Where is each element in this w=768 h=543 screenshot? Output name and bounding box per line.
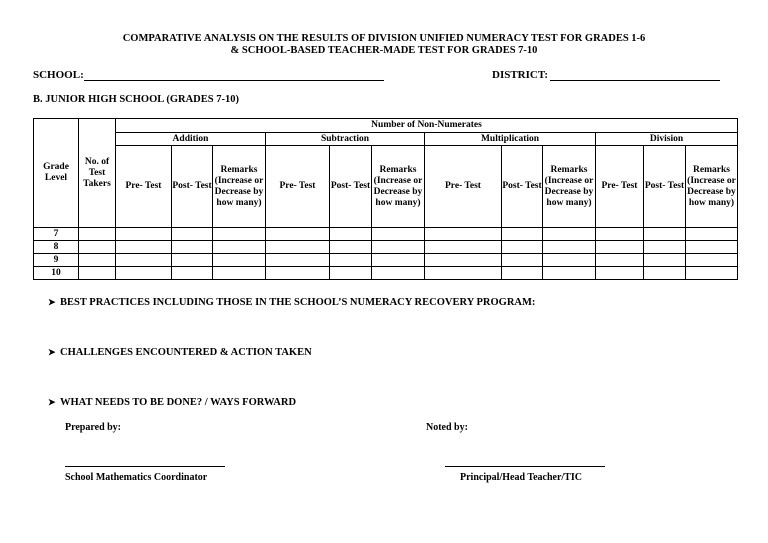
table-cell[interactable]	[644, 267, 686, 280]
page-title-line-2: & SCHOOL-BASED TEACHER-MADE TEST FOR GRADES 7-10	[230, 45, 538, 56]
arrowhead-bullet-icon: ➤	[48, 397, 56, 407]
multiplication-remarks-header: Remarks (Increase or Decrease by how many)	[543, 146, 596, 228]
addition-pre-test-header: Pre- Test	[116, 146, 172, 228]
table-cell[interactable]	[596, 254, 644, 267]
table-cell[interactable]	[686, 267, 738, 280]
table-cell[interactable]	[79, 267, 116, 280]
table-cell[interactable]	[266, 228, 330, 241]
table-row	[34, 241, 738, 254]
table-cell[interactable]	[79, 254, 116, 267]
noted-role: Principal/Head Teacher/TIC	[460, 472, 582, 483]
ways-forward-item	[48, 396, 296, 409]
table-cell[interactable]	[644, 254, 686, 267]
table-cell[interactable]	[330, 254, 372, 267]
grade-cell: 8	[34, 241, 79, 254]
table-cell[interactable]	[596, 267, 644, 280]
non-numerates-table	[33, 118, 738, 280]
division-pre-test-header: Pre- Test	[596, 146, 644, 228]
district-label: DISTRICT:	[492, 69, 549, 81]
multiplication-post-test-header: Post- Test	[502, 146, 543, 228]
table-row	[34, 228, 738, 241]
division-remarks-header: Remarks (Increase or Decrease by how many)	[686, 146, 738, 228]
prepared-role: School Mathematics Coordinator	[65, 472, 208, 483]
prepared-by-label: Prepared by:	[65, 422, 122, 433]
table-row	[34, 254, 738, 267]
table-cell[interactable]	[213, 241, 266, 254]
table-cell[interactable]	[266, 241, 330, 254]
table-cell[interactable]	[213, 228, 266, 241]
grade-cell: 7	[34, 228, 79, 241]
noted-signature-line[interactable]	[445, 466, 605, 467]
table-cell[interactable]	[172, 267, 213, 280]
table-cell[interactable]	[686, 228, 738, 241]
table-cell[interactable]	[330, 267, 372, 280]
multiplication-header: Multiplication	[425, 133, 596, 146]
challenges-item	[48, 346, 312, 359]
table-cell[interactable]	[266, 267, 330, 280]
table-cell[interactable]	[425, 228, 502, 241]
table-cell[interactable]	[502, 241, 543, 254]
table-cell[interactable]	[686, 241, 738, 254]
table-cell[interactable]	[372, 254, 425, 267]
table-cell[interactable]	[425, 267, 502, 280]
table-cell[interactable]	[543, 254, 596, 267]
challenges-label: CHALLENGES ENCOUNTERED & ACTION TAKEN	[60, 347, 312, 358]
subtraction-remarks-header: Remarks (Increase or Decrease by how many)	[372, 146, 425, 228]
table-cell[interactable]	[543, 228, 596, 241]
grade-cell: 10	[34, 267, 79, 280]
table-cell[interactable]	[644, 228, 686, 241]
table-cell[interactable]	[116, 228, 172, 241]
table-cell[interactable]	[372, 228, 425, 241]
table-cell[interactable]	[502, 228, 543, 241]
table-cell[interactable]	[372, 241, 425, 254]
table-cell[interactable]	[596, 241, 644, 254]
grade-cell: 9	[34, 254, 79, 267]
addition-remarks-header: Remarks (Increase or Decrease by how many)	[213, 146, 266, 228]
table-cell[interactable]	[502, 267, 543, 280]
arrowhead-bullet-icon: ➤	[48, 297, 56, 307]
table-cell[interactable]	[330, 228, 372, 241]
table-cell[interactable]	[502, 254, 543, 267]
addition-header: Addition	[116, 133, 266, 146]
table-cell[interactable]	[172, 228, 213, 241]
table-cell[interactable]	[116, 254, 172, 267]
subtraction-header: Subtraction	[266, 133, 425, 146]
arrowhead-bullet-icon: ➤	[48, 347, 56, 357]
addition-post-test-header: Post- Test	[172, 146, 213, 228]
table-cell[interactable]	[543, 267, 596, 280]
table-cell[interactable]	[116, 267, 172, 280]
table-cell[interactable]	[172, 241, 213, 254]
test-takers-header: No. of Test Takers	[79, 119, 116, 228]
division-header: Division	[596, 133, 738, 146]
table-cell[interactable]	[330, 241, 372, 254]
subtraction-pre-test-header: Pre- Test	[266, 146, 330, 228]
table-cell[interactable]	[372, 267, 425, 280]
division-post-test-header: Post- Test	[644, 146, 686, 228]
grade-level-header: Grade Level	[34, 119, 79, 228]
school-label: SCHOOL:	[33, 69, 84, 81]
table-cell[interactable]	[79, 241, 116, 254]
school-field-line[interactable]	[84, 80, 384, 81]
best-practices-label: BEST PRACTICES INCLUDING THOSE IN THE SCHOOL’S NUMERACY RECOVERY PROGRAM:	[60, 297, 536, 308]
noted-by-label: Noted by:	[426, 422, 468, 433]
table-cell[interactable]	[686, 254, 738, 267]
table-cell[interactable]	[116, 241, 172, 254]
table-cell[interactable]	[172, 254, 213, 267]
prepared-signature-line[interactable]	[65, 466, 225, 467]
table-cell[interactable]	[596, 228, 644, 241]
table-cell[interactable]	[425, 254, 502, 267]
ways-forward-label: WHAT NEEDS TO BE DONE? / WAYS FORWARD	[60, 397, 297, 408]
table-cell[interactable]	[425, 241, 502, 254]
table-cell[interactable]	[644, 241, 686, 254]
subtraction-post-test-header: Post- Test	[330, 146, 372, 228]
table-row	[34, 267, 738, 280]
table-cell[interactable]	[79, 228, 116, 241]
table-cell[interactable]	[213, 267, 266, 280]
table-cell[interactable]	[213, 254, 266, 267]
section-title: B. JUNIOR HIGH SCHOOL (GRADES 7-10)	[33, 94, 239, 105]
table-cell[interactable]	[266, 254, 330, 267]
district-field-line[interactable]	[550, 80, 720, 81]
multiplication-pre-test-header: Pre- Test	[425, 146, 502, 228]
table-cell[interactable]	[543, 241, 596, 254]
best-practices-item	[48, 296, 535, 309]
non-numerates-header: Number of Non-Numerates	[116, 119, 738, 133]
page-title-line-1: COMPARATIVE ANALYSIS ON THE RESULTS OF DIVISION UNIFIED NUMERACY TEST FOR GRADES 1-6	[122, 33, 646, 44]
